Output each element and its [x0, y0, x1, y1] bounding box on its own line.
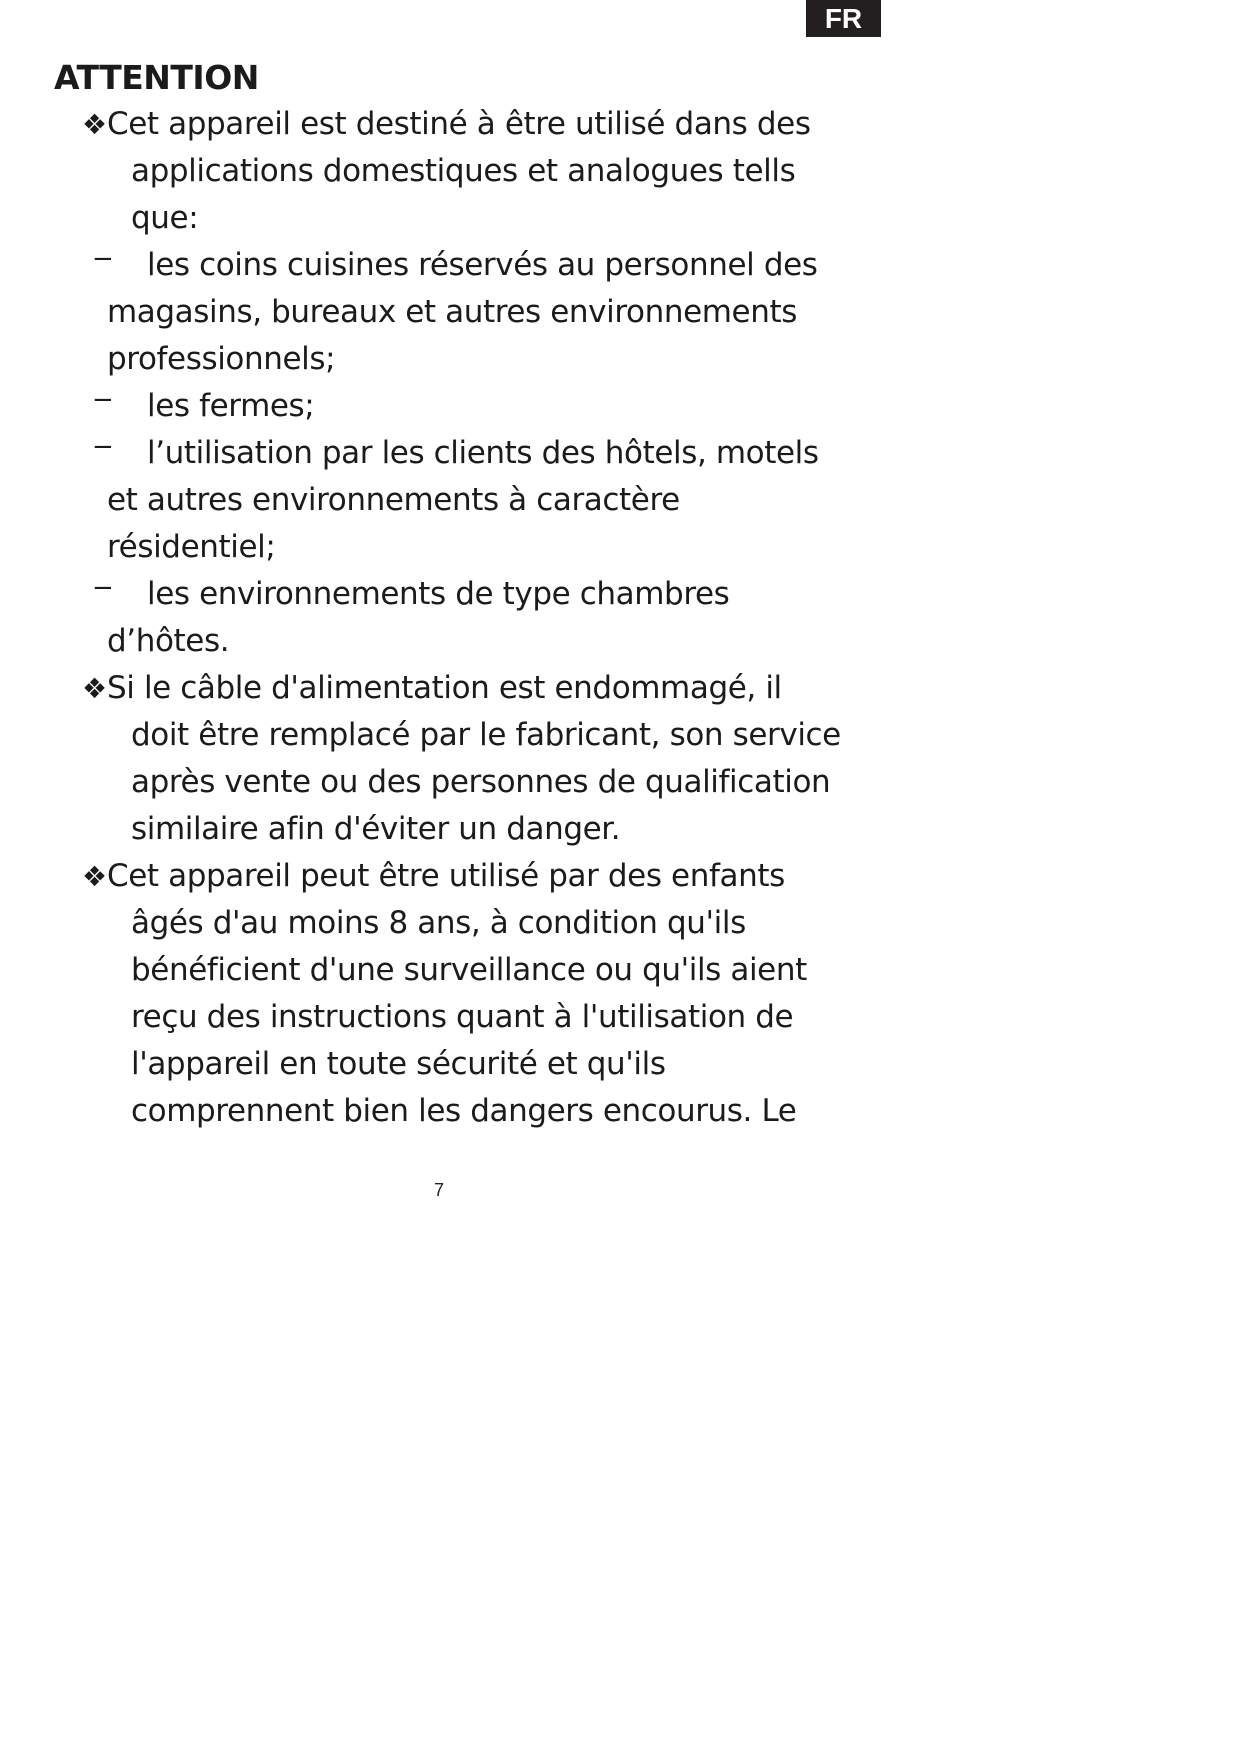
list-item — [54, 571, 844, 665]
bullet-paragraph — [54, 665, 844, 853]
dash-bullet-icon: − — [92, 573, 114, 603]
language-badge: FR — [806, 0, 881, 37]
page-number: 7 — [433, 1180, 444, 1200]
paragraph-text: Cet appareil est destiné à être utilisé dans des applications domestiques et analogues tells que: — [107, 106, 811, 236]
diamond-bullet-icon: ❖ — [82, 672, 108, 705]
document-body — [54, 54, 844, 1135]
list-item-text: les coins cuisines réservés au personnel des magasins, bureaux et autres environnements professionnels; — [107, 247, 818, 377]
section-heading: ATTENTION — [54, 58, 259, 97]
paragraph-text: Si le câble d'alimentation est endommagé, il doit être remplacé par le fabricant, son service après vente ou des personnes de qualification similaire afin d'éviter un danger. — [107, 670, 841, 847]
list-item — [54, 430, 844, 571]
diamond-bullet-icon: ❖ — [82, 860, 108, 893]
paragraph-text: Cet appareil peut être utilisé par des enfants âgés d'au moins 8 ans, à condition qu'ils bénéficient d'une surveillance ou qu'ils aient reçu des instructions quant à l'utilisation de l'appareil en toute sécurité et qu'ils comprennent bien les dangers encourus. Le — [107, 858, 807, 1129]
list-item-text: les environnements de type chambres d’hôtes. — [107, 576, 730, 659]
bullet-paragraph — [54, 853, 844, 1135]
list-item — [54, 242, 844, 383]
list-item-text: l’utilisation par les clients des hôtels, motels et autres environnements à caractère résidentiel; — [107, 435, 819, 565]
list-item — [54, 383, 844, 430]
dash-bullet-icon: − — [92, 385, 114, 415]
dash-bullet-icon: − — [92, 244, 114, 274]
dash-bullet-icon: − — [92, 432, 114, 462]
bullet-paragraph — [54, 101, 844, 242]
list-item-text: les fermes; — [147, 388, 315, 424]
diamond-bullet-icon: ❖ — [82, 108, 108, 141]
